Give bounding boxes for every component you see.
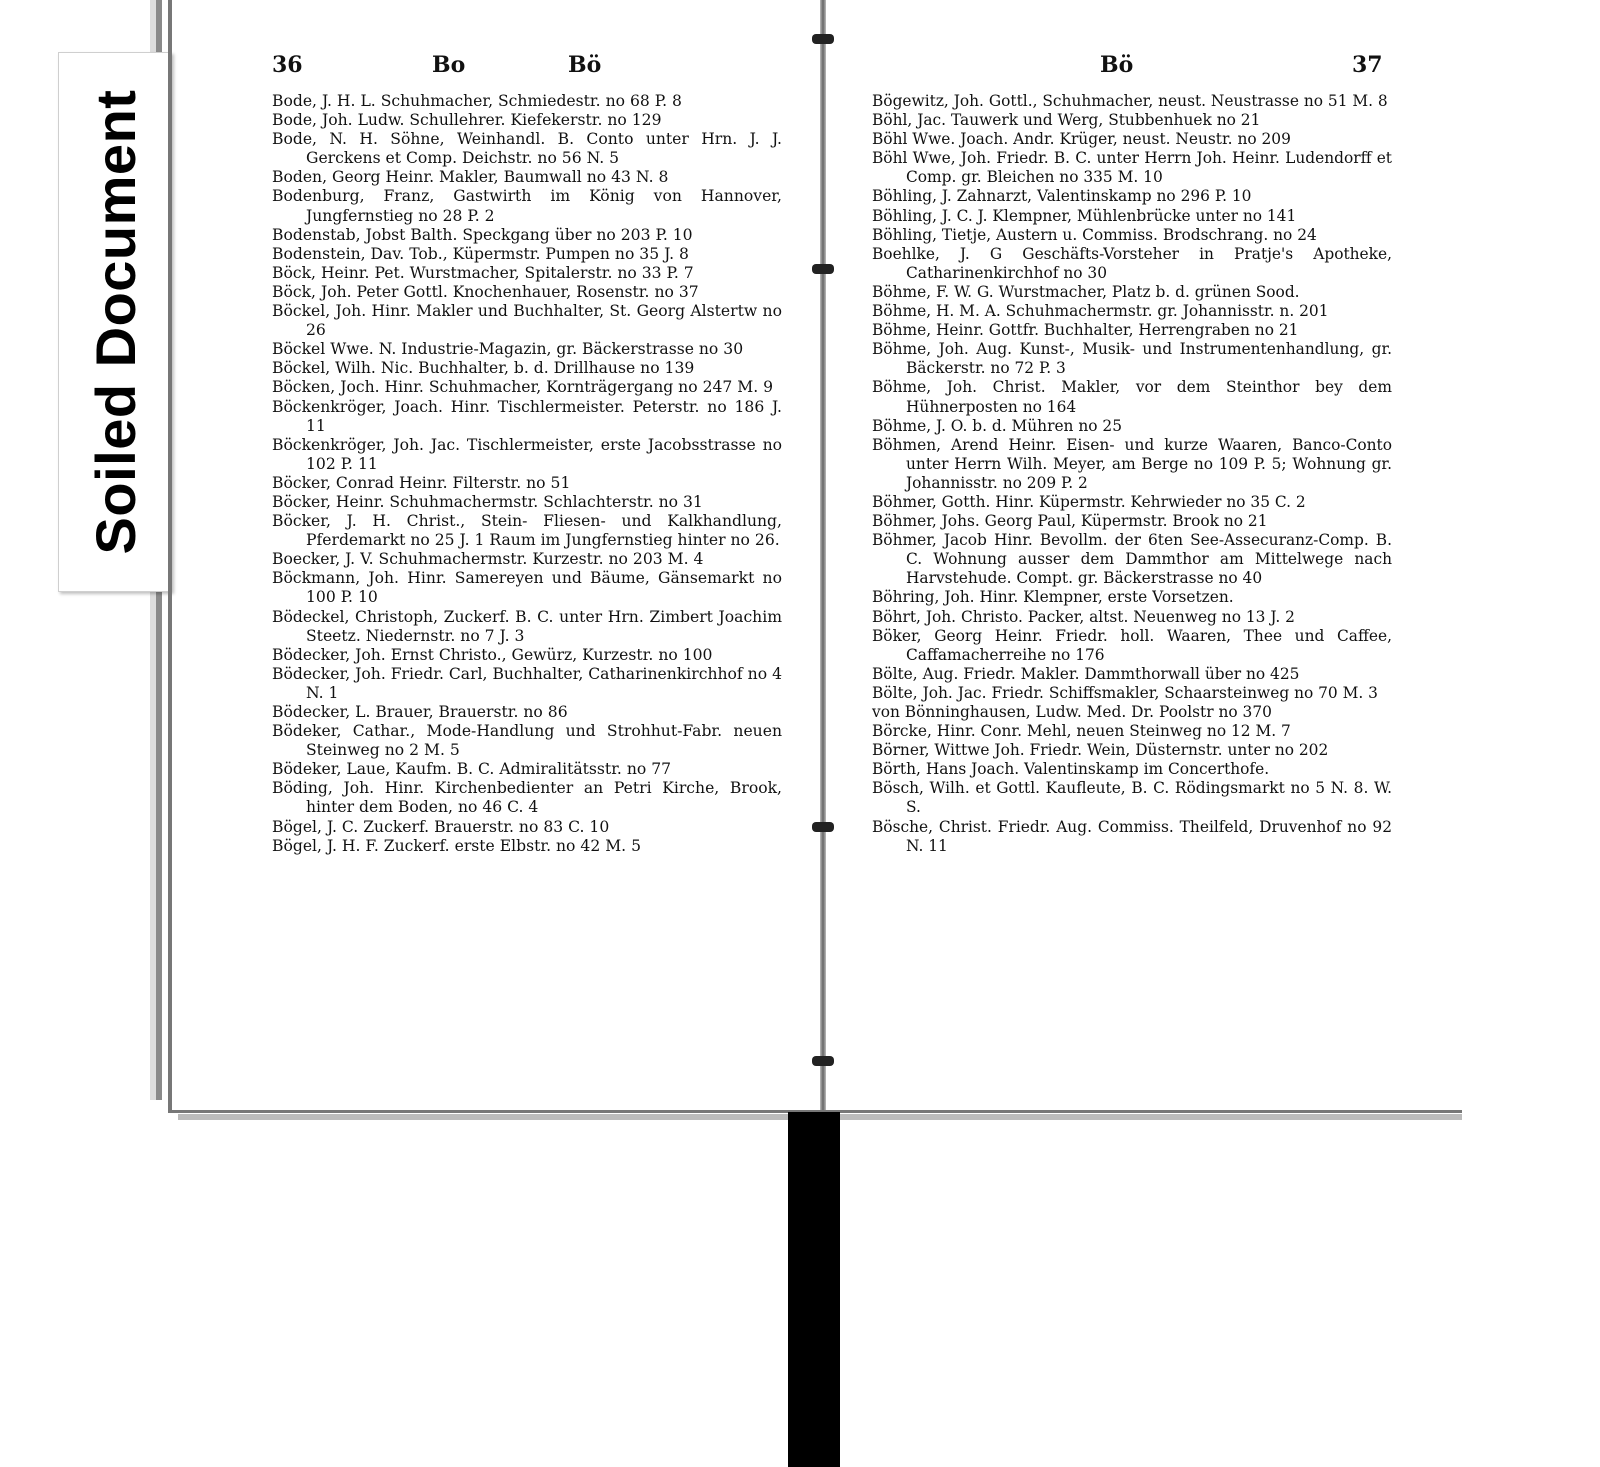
directory-entry: Böhmer, Johs. Georg Paul, Küpermstr. Brook no 21 bbox=[872, 512, 1268, 531]
directory-entry: Böckenkröger, Joh. Jac. Tischlermeister, erste Jacobsstrasse no 102 P. 11 bbox=[272, 435, 782, 473]
directory-entry: Böhmen, Arend Heinr. Eisen- und kurze Waaren, Banco-Conto unter Herrn Wilh. Meyer, am Berge no 109 P. 5; Wohnung gr. Johannisstr. no 209 P. 2 bbox=[872, 435, 1392, 492]
spine-bar bbox=[788, 1112, 840, 1467]
directory-entry: Böckel Wwe. N. Industrie-Magazin, gr. Bäckerstrasse no 30 bbox=[272, 340, 744, 359]
directory-entry: Bodenstein, Dav. Tob., Küpermstr. Pumpen no 35 J. 8 bbox=[272, 244, 689, 263]
directory-entry: Bödeckel, Christoph, Zuckerf. B. C. unter Hrn. Zimbert Joachim Steetz. Niedernstr. no 7 J. 3 bbox=[272, 607, 782, 645]
directory-entry: Bodenstab, Jobst Balth. Speckgang über no 203 P. 10 bbox=[272, 225, 693, 244]
directory-entry: Böckel, Wilh. Nic. Buchhalter, b. d. Drillhause no 139 bbox=[272, 359, 695, 378]
directory-entry: Börner, Wittwe Joh. Friedr. Wein, Düsternstr. unter no 202 bbox=[872, 741, 1329, 760]
directory-entry: Böhmer, Jacob Hinr. Bevollm. der 6ten See-Assecuranz-Comp. B. C. Wohnung ausser dem Dammthor am Mittelwege nach Harvstehude. Compt. gr. Bäckerstrasse no 40 bbox=[872, 531, 1392, 588]
directory-entry: Böhmer, Gotth. Hinr. Küpermstr. Kehrwieder no 35 C. 2 bbox=[872, 492, 1306, 511]
directory-entry: Böck, Joh. Peter Gottl. Knochenhauer, Rosenstr. no 37 bbox=[272, 282, 699, 301]
directory-entry: Bögel, J. C. Zuckerf. Brauerstr. no 83 C. 10 bbox=[272, 817, 610, 836]
soiled-document-label bbox=[58, 52, 172, 592]
directory-entry: Bölte, Aug. Friedr. Makler. Dammthorwall über no 425 bbox=[872, 664, 1300, 683]
left-page-number: 36 bbox=[272, 52, 303, 78]
left-head-bo: Bo bbox=[432, 52, 466, 78]
directory-entry: Bölte, Joh. Jac. Friedr. Schiffsmakler, Schaarsteinweg no 70 M. 3 bbox=[872, 683, 1378, 702]
directory-entry: Bösch, Wilh. et Gottl. Kaufleute, B. C. Rödingsmarkt no 5 N. 8. W. S. bbox=[872, 779, 1392, 817]
directory-entry: Böcker, Heinr. Schuhmachermstr. Schlachterstr. no 31 bbox=[272, 492, 703, 511]
directory-entry: Böhl, Jac. Tauwerk und Werg, Stubbenhuek no 21 bbox=[872, 111, 1261, 130]
gutter-mark bbox=[812, 34, 834, 44]
directory-entry: Böhme, Joh. Christ. Makler, vor dem Steinthor bey dem Hühnerposten no 164 bbox=[872, 378, 1392, 416]
gutter-mark bbox=[812, 822, 834, 832]
directory-entry: Börth, Hans Joach. Valentinskamp im Concerthofe. bbox=[872, 760, 1270, 779]
book-gutter bbox=[820, 0, 826, 1110]
directory-entry: Bödeker, Cathar., Mode-Handlung und Strohhut-Fabr. neuen Steinweg no 2 M. 5 bbox=[272, 722, 782, 760]
directory-entry: Bögewitz, Joh. Gottl., Schuhmacher, neust. Neustrasse no 51 M. 8 bbox=[872, 92, 1388, 110]
directory-entry: Böhling, J. C. J. Klempner, Mühlenbrücke unter no 141 bbox=[872, 206, 1297, 225]
directory-entry: Böker, Georg Heinr. Friedr. holl. Waaren, Thee und Caffee, Caffamacherreihe no 176 bbox=[872, 626, 1392, 664]
open-book bbox=[168, 0, 1462, 1113]
directory-entry: Böhl Wwe, Joh. Friedr. B. C. unter Herrn Joh. Heinr. Ludendorff et Comp. gr. Bleichen no 335 M. 10 bbox=[872, 149, 1392, 187]
left-page bbox=[272, 0, 782, 856]
directory-entry: Böcken, Joch. Hinr. Schuhmacher, Kornträgergang no 247 M. 9 bbox=[272, 378, 774, 397]
directory-entry: Böhme, J. O. b. d. Mühren no 25 bbox=[872, 416, 1123, 435]
left-head-boe: Bö bbox=[568, 52, 602, 78]
directory-entry: Böckel, Joh. Hinr. Makler und Buchhalter, St. Georg Alstertw no 26 bbox=[272, 302, 782, 340]
directory-entry: Bösche, Christ. Friedr. Aug. Commiss. Theilfeld, Druvenhof no 92 N. 11 bbox=[872, 817, 1392, 855]
gutter-mark bbox=[812, 1056, 834, 1066]
directory-entry: Böck, Heinr. Pet. Wurstmacher, Spitalerstr. no 33 P. 7 bbox=[272, 263, 694, 282]
directory-entry: Bödecker, Joh. Ernst Christo., Gewürz, Kurzestr. no 100 bbox=[272, 645, 713, 664]
directory-entry: Böhme, Joh. Aug. Kunst-, Musik- und Instrumentenhandlung, gr. Bäckerstr. no 72 P. 3 bbox=[872, 340, 1392, 378]
directory-entry: Böhl Wwe. Joach. Andr. Krüger, neust. Neustr. no 209 bbox=[872, 130, 1291, 149]
directory-entry: Boden, Georg Heinr. Makler, Baumwall no 43 N. 8 bbox=[272, 168, 669, 187]
directory-entry: Bödeker, Laue, Kaufm. B. C. Admiralitätsstr. no 77 bbox=[272, 760, 672, 779]
directory-entry: Böhme, Heinr. Gottfr. Buchhalter, Herrengraben no 21 bbox=[872, 321, 1299, 340]
directory-entry: Böding, Joh. Hinr. Kirchenbedienter an Petri Kirche, Brook, hinter dem Boden, no 46 C. 4 bbox=[272, 779, 782, 817]
left-running-head bbox=[272, 52, 782, 92]
directory-entry: Böcker, J. H. Christ., Stein- Fliesen- und Kalkhandlung, Pferdemarkt no 25 J. 1 Raum im Jungfernstieg hinter no 26. bbox=[272, 512, 782, 550]
directory-entry: von Bönninghausen, Ludw. Med. Dr. Poolstr no 370 bbox=[872, 703, 1272, 721]
directory-entry: Böhling, Tietje, Austern u. Commiss. Brodschrang. no 24 bbox=[872, 225, 1317, 244]
right-page-number: 37 bbox=[1352, 52, 1383, 78]
directory-entry: Böckmann, Joh. Hinr. Samereyen und Bäume, Gänsemarkt no 100 P. 10 bbox=[272, 569, 782, 607]
directory-entry: Boecker, J. V. Schuhmachermstr. Kurzestr. no 203 M. 4 bbox=[272, 550, 704, 569]
soiled-document-text: Soiled Document bbox=[83, 89, 147, 555]
directory-entry: Bode, Joh. Ludw. Schullehrer. Kiefekerstr. no 129 bbox=[272, 111, 662, 130]
directory-entry: Bödecker, L. Brauer, Brauerstr. no 86 bbox=[272, 703, 568, 721]
directory-entry: Böhme, F. W. G. Wurstmacher, Platz b. d. grünen Sood. bbox=[872, 282, 1300, 301]
directory-entry: Bodenburg, Franz, Gastwirth im König von Hannover, Jungfernstieg no 28 P. 2 bbox=[272, 187, 782, 225]
right-head-boe: Bö bbox=[1100, 52, 1134, 78]
directory-entry: Boehlke, J. G Geschäfts-Vorsteher in Pratje's Apotheke, Catharinenkirchhof no 30 bbox=[872, 244, 1392, 282]
right-entry-list bbox=[872, 92, 1392, 856]
directory-entry: Böhring, Joh. Hinr. Klempner, erste Vorsetzen. bbox=[872, 588, 1234, 607]
directory-entry: Böcker, Conrad Heinr. Filterstr. no 51 bbox=[272, 473, 571, 492]
gutter-mark bbox=[812, 264, 834, 274]
directory-entry: Bode, N. H. Söhne, Weinhandl. B. Conto unter Hrn. J. J. Gerckens et Comp. Deichstr. no 56 N. 5 bbox=[272, 130, 782, 168]
right-running-head bbox=[872, 52, 1392, 92]
directory-entry: Böckenkröger, Joach. Hinr. Tischlermeister. Peterstr. no 186 J. 11 bbox=[272, 397, 782, 435]
directory-entry: Börcke, Hinr. Conr. Mehl, neuen Steinweg no 12 M. 7 bbox=[872, 722, 1291, 741]
directory-entry: Böhme, H. M. A. Schuhmachermstr. gr. Johannisstr. n. 201 bbox=[872, 302, 1329, 321]
directory-entry: Bödecker, Joh. Friedr. Carl, Buchhalter, Catharinenkirchhof no 4 N. 1 bbox=[272, 664, 782, 702]
directory-entry: Böhrt, Joh. Christo. Packer, altst. Neuenweg no 13 J. 2 bbox=[872, 607, 1295, 626]
directory-entry: Bögel, J. H. F. Zuckerf. erste Elbstr. no 42 M. 5 bbox=[272, 836, 642, 855]
directory-entry: Bode, J. H. L. Schuhmacher, Schmiedestr. no 68 P. 8 bbox=[272, 92, 682, 110]
directory-entry: Böhling, J. Zahnarzt, Valentinskamp no 296 P. 10 bbox=[872, 187, 1252, 206]
right-page bbox=[872, 0, 1392, 856]
left-entry-list bbox=[272, 92, 782, 856]
